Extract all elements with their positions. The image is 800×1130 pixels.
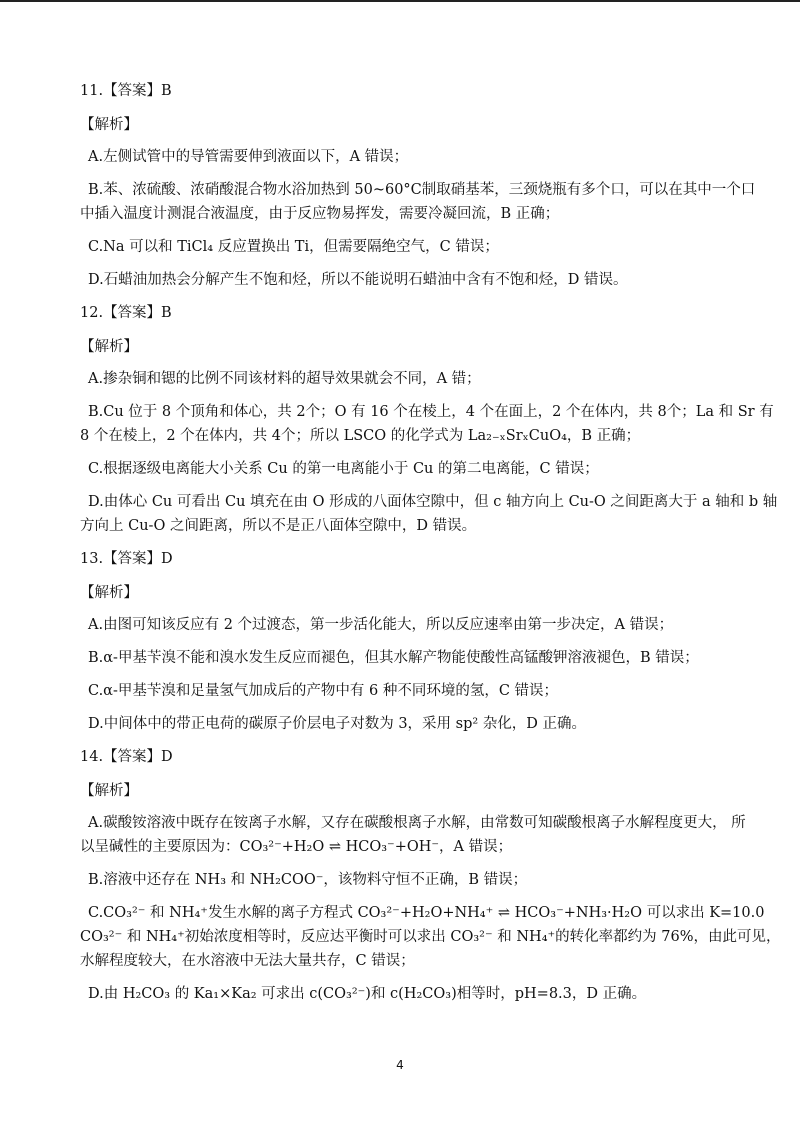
q12-analysis-heading: 【解析】 (80, 339, 138, 355)
q11-option-c: C.Na 可以和 TiCl₄ 反应置换出 Ti，但需要隔绝空气，C 错误； (88, 239, 499, 255)
q13-option-b: B.α-甲基苄溴不能和溴水发生反应而褪色，但其水解产物能使酸性高锰酸钾溶液褪色，B 错误； (88, 650, 699, 666)
q14-option-c-line2: CO₃²⁻ 和 NH₄⁺初始浓度相等时，反应达平衡时可以求出 CO₃²⁻ 和 NH₄⁺的转化率都约为 76%，由此可见， (80, 929, 781, 945)
page-number: 4 (396, 1058, 404, 1072)
q12-option-b-line2: 8 个在棱上，2 个在体内，共 4个；所以 LSCO 的化学式为 La₂₋ₓSrₓCuO₄，B 正确； (80, 428, 641, 444)
q13-answer: 13.【答案】D (80, 551, 173, 567)
q12-option-d-line1: D.由体心 Cu 可看出 Cu 填充在由 O 形成的八面体空隙中，但 c 轴方向上 Cu-O 之间距离大于 a 轴和 b 轴 (88, 494, 778, 510)
q14-option-d: D.由 H₂CO₃ 的 Ka₁×Ka₂ 可求出 c(CO₃²⁻)和 c(H₂CO₃)相等时，pH=8.3，D 正确。 (88, 986, 647, 1002)
q13-analysis-heading: 【解析】 (80, 585, 138, 601)
q11-option-b-line2: 中插入温度计测混合液温度，由于反应物易挥发，需要冷凝回流，B 正确； (80, 206, 560, 222)
answer-content (80, 82, 781, 1018)
q13-option-a: A.由图可知该反应有 2 个过渡态，第一步活化能大，所以反应速率由第一步决定，A 错误； (88, 617, 674, 633)
q14-option-c-line1: C.CO₃²⁻ 和 NH₄⁺发生水解的离子方程式 CO₃²⁻+H₂O+NH₄⁺ ⇌ HCO₃⁻+NH₃·H₂O 可以求出 K=10.0 (88, 905, 765, 921)
q11-option-b-line1: B.苯、浓硫酸、浓硝酸混合物水浴加热到 50~60°C制取硝基苯，三颈烧瓶有多个口，可以在其中一个口 (88, 182, 756, 198)
q11-analysis-heading: 【解析】 (80, 117, 138, 133)
q14-answer: 14.【答案】D (80, 749, 173, 765)
q14-option-a-line1: A.碳酸铵溶液中既存在铵离子水解，又存在碳酸根离子水解，由常数可知碳酸根离子水解程度更大， 所 (88, 815, 746, 831)
q12-answer: 12.【答案】B (80, 305, 172, 321)
q12-option-b-line1: B.Cu 位于 8 个顶角和体心，共 2个；O 有 16 个在棱上，4 个在面上，2 个在体内，共 8个；La 和 Sr 有 (88, 404, 774, 420)
q14-option-b: B.溶液中还存在 NH₃ 和 NH₂COO⁻，该物料守恒不正确，B 错误； (88, 872, 528, 888)
q14-option-c-line3: 水解程度较大，在水溶液中无法大量共存，C 错误； (80, 953, 415, 969)
q12-option-a: A.掺杂铜和锶的比例不同该材料的超导效果就会不同，A 错； (88, 371, 481, 387)
q13-option-c: C.α-甲基苄溴和足量氢气加成后的产物中有 6 种不同环境的氢，C 错误； (88, 683, 559, 699)
q11-answer: 11.【答案】B (80, 83, 172, 99)
q11-option-d: D.石蜡油加热会分解产生不饱和烃，所以不能说明石蜡油中含有不饱和烃，D 错误。 (88, 272, 628, 288)
q11-option-a: A.左侧试管中的导管需要伸到液面以下，A 错误； (88, 149, 409, 165)
q12-option-c: C.根据逐级电离能大小关系 Cu 的第一电离能小于 Cu 的第二电离能，C 错误； (88, 461, 599, 477)
q14-option-a-line2: 以呈碱性的主要原因为：CO₃²⁻+H₂O ⇌ HCO₃⁻+OH⁻，A 错误； (80, 839, 513, 855)
q13-option-d: D.中间体中的带正电荷的碳原子价层电子对数为 3，采用 sp² 杂化，D 正确。 (88, 716, 587, 732)
q14-analysis-heading: 【解析】 (80, 783, 138, 799)
q12-option-d-line2: 方向上 Cu-O 之间距离，所以不是正八面体空隙中，D 错误。 (80, 518, 477, 534)
top-border-line (0, 0, 800, 2)
